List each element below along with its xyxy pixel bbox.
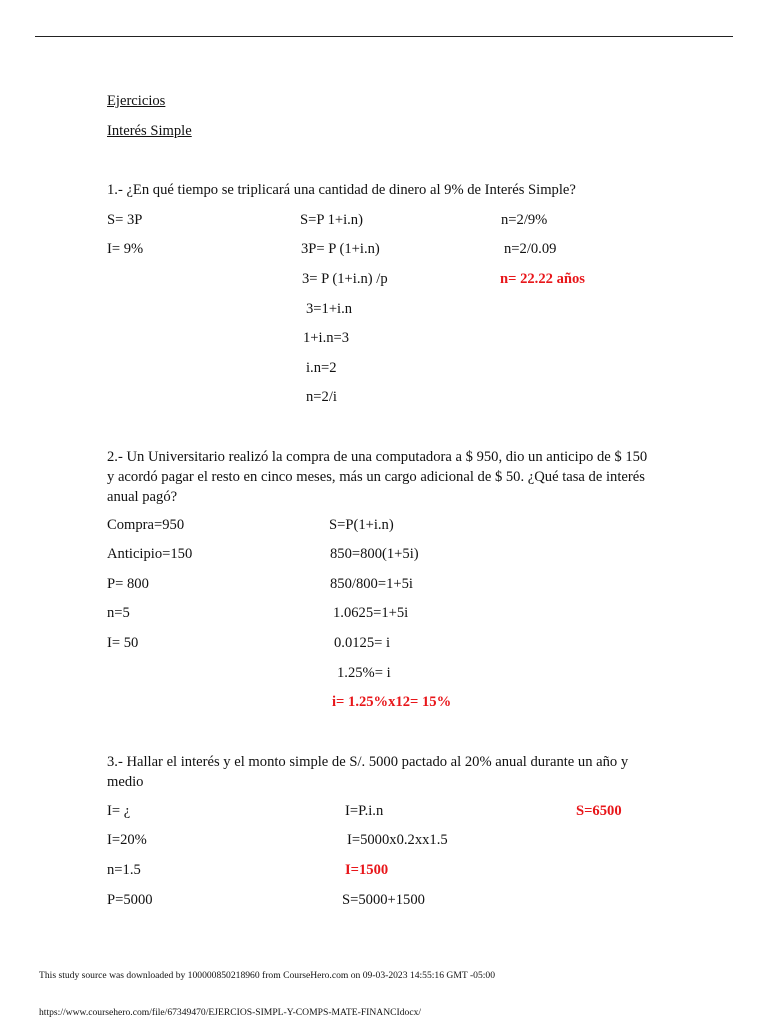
exercise-3-given: I=20% bbox=[107, 832, 147, 848]
exercise-1-question: 1.- ¿En qué tiempo se triplicará una cantidad de dinero al 9% de Interés Simple? bbox=[107, 182, 576, 198]
download-source-note: This study source was downloaded by 100000850218960 from CourseHero.com on 09-03-2023 14:55:16 GMT -05:00 bbox=[39, 970, 496, 981]
exercise-2-step: 0.0125= i bbox=[334, 635, 391, 651]
exercise-3-given: n=1.5 bbox=[107, 862, 141, 878]
exercise-2-step: 1.25%= i bbox=[337, 665, 391, 681]
exercise-2-step: S=P(1+i.n) bbox=[329, 517, 394, 533]
exercise-1-given: I= 9% bbox=[107, 241, 144, 257]
exercise-1-step: 3P= P (1+i.n) bbox=[301, 241, 380, 257]
exercise-3-step: I=5000x0.2xx1.5 bbox=[347, 832, 448, 848]
exercise-1-step: n=2/i bbox=[306, 389, 337, 405]
exercise-3-step: S=5000+1500 bbox=[342, 892, 425, 908]
source-url: https://www.coursehero.com/file/67349470/EJERCIOS-SIMPL-Y-COMPS-MATE-FINANCIdocx/ bbox=[39, 1007, 422, 1018]
exercise-2-step: 850/800=1+5i bbox=[330, 576, 413, 592]
header-rule bbox=[35, 36, 733, 37]
exercise-1-given: S= 3P bbox=[107, 212, 143, 228]
exercise-1-step: n=2/0.09 bbox=[504, 241, 557, 257]
exercise-1-step: 1+i.n=3 bbox=[303, 330, 350, 346]
exercise-3-given: I= ¿ bbox=[107, 803, 131, 819]
exercise-2-step: 1.0625=1+5i bbox=[333, 605, 409, 621]
exercise-1-step: S=P 1+i.n) bbox=[300, 212, 363, 228]
exercise-2-given: n=5 bbox=[107, 605, 130, 621]
exercise-3-given: P=5000 bbox=[107, 892, 153, 908]
exercise-3-step: I=P.i.n bbox=[345, 803, 384, 819]
exercise-2-given: I= 50 bbox=[107, 635, 139, 651]
exercise-3-answer-interest: I=1500 bbox=[345, 862, 389, 878]
section-subheading: Interés Simple bbox=[107, 123, 192, 139]
exercise-2-given: Compra=950 bbox=[107, 517, 185, 533]
exercise-2-question: 2.- Un Universitario realizó la compra de una computadora a $ 950, dio un anticipo de $ 150 y acordó pagar el resto en cinco meses, más un cargo adicional de $ 50. ¿Qué tasa de interés anual pagó? bbox=[107, 449, 648, 505]
document-heading: Ejercicios bbox=[107, 93, 166, 109]
exercise-1-answer: n= 22.22 años bbox=[500, 271, 585, 287]
exercise-2-step: 850=800(1+5i) bbox=[330, 546, 419, 562]
exercise-1-step: n=2/9% bbox=[501, 212, 548, 228]
exercise-1-step: 3=1+i.n bbox=[306, 301, 353, 317]
exercise-2-given: P= 800 bbox=[107, 576, 149, 592]
exercise-3-question: 3.- Hallar el interés y el monto simple de S/. 5000 pactado al 20% anual durante un año y medio bbox=[107, 754, 629, 790]
exercise-2-answer: i= 1.25%x12= 15% bbox=[332, 694, 452, 710]
exercise-1-step: 3= P (1+i.n) /p bbox=[302, 271, 388, 287]
exercise-1-step: i.n=2 bbox=[306, 360, 337, 376]
exercise-2-given: Anticipio=150 bbox=[107, 546, 193, 562]
exercise-3-answer-amount: S=6500 bbox=[576, 803, 622, 819]
